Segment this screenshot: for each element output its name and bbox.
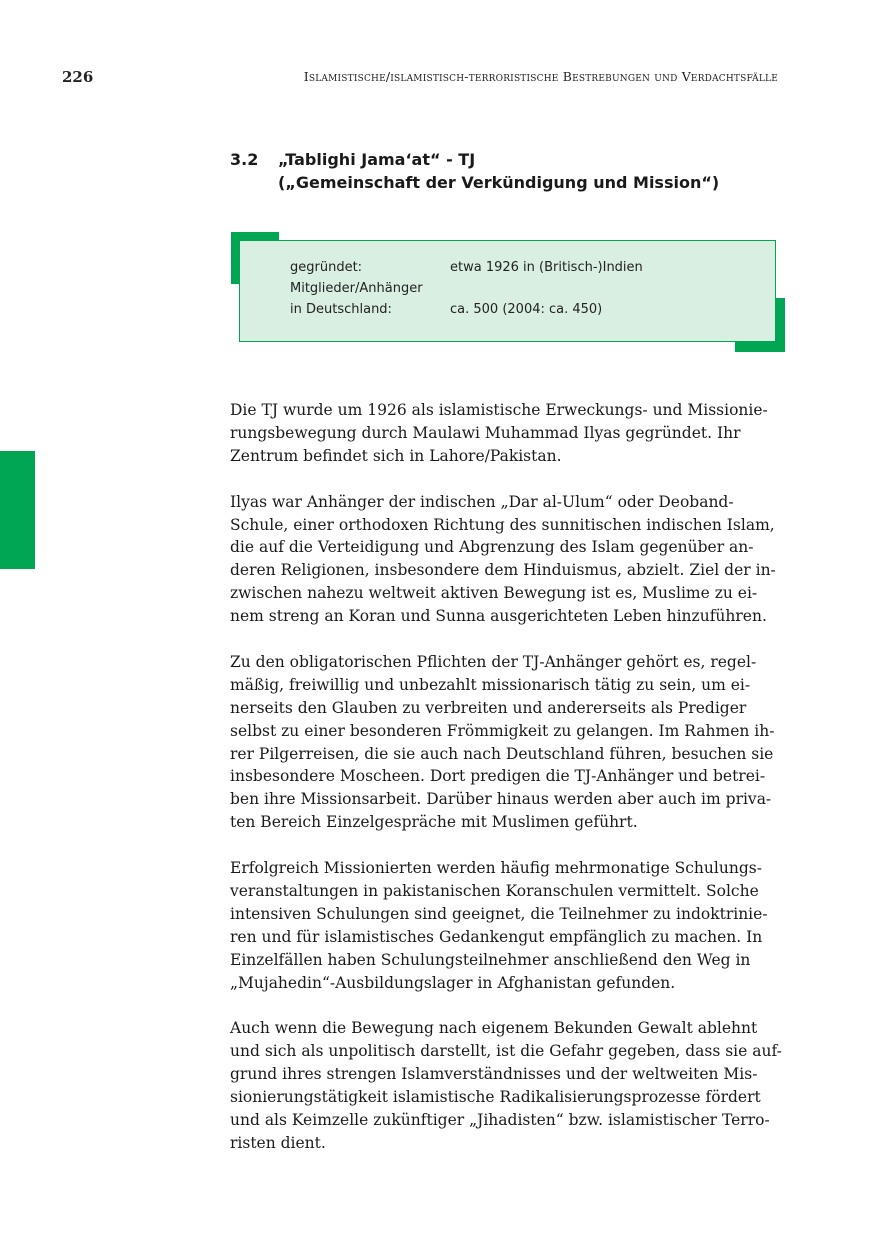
paragraph [230,491,785,628]
paragraph [230,1017,785,1154]
text-line: Zu den obligatorischen Pflichten der TJ-Anhänger gehört es, regel- [230,652,757,671]
text-line: selbst zu einer besonderen Frömmigkeit zu gelangen. Im Rahmen ih- [230,721,775,740]
text-line: Zentrum befindet sich in Lahore/Pakistan. [230,446,562,465]
section-title-line1: „Tablighi Jama‘at“ - TJ [278,150,476,169]
fact-box [239,240,776,342]
fact-label: in Deutschland: [290,302,392,317]
text-line: Ilyas war Anhänger der indischen „Dar al-Ulum“ oder Deoband- [230,492,734,511]
fact-label: gegründet: [290,260,363,275]
text-line: grund ihres strengen Islamverständnisses und der weltweiten Mis- [230,1065,758,1084]
fact-label: Mitglieder/Anhänger [290,281,423,296]
text-line: insbesondere Moscheen. Dort predigen die TJ-Anhänger und betrei- [230,767,766,786]
fact-row-members [290,302,603,317]
paragraph [230,399,785,468]
text-line: die auf die Verteidigung und Abgrenzung des Islam gegenüber an- [230,538,754,557]
text-line: deren Religionen, insbesondere dem Hinduismus, abzielt. Ziel der in- [230,561,776,580]
text-line: Erfolgreich Missionierten werden häufig mehrmonatige Schulungs- [230,859,762,878]
text-line: und als Keimzelle zukünftiger „Jihadisten“ bzw. islamistischer Terro- [230,1111,770,1130]
text-line: zwischen nahezu weltweit aktiven Bewegung ist es, Muslime zu ei- [230,584,758,603]
fact-row-founded [290,260,643,275]
fact-value: ca. 500 (2004: ca. 450) [450,302,603,317]
text-line: ten Bereich Einzelgespräche mit Muslimen geführt. [230,813,638,832]
paragraph [230,651,785,834]
chapter-side-tab [0,451,35,569]
text-line: ben ihre Missionsarbeit. Darüber hinaus werden aber auch im priva- [230,790,772,809]
text-line: risten dient. [230,1133,326,1152]
text-line: intensiven Schulungen sind geeignet, die Teilnehmer zu indoktrinie- [230,904,768,923]
text-line: Einzelfällen haben Schulungsteilnehmer anschließend den Weg in [230,950,751,969]
page-number: 226 [62,68,94,86]
section-title-line2: („Gemeinschaft der Verkündigung und Mission“) [278,173,720,192]
text-line: nem streng an Koran und Sunna ausgerichteten Leben hinzuführen. [230,607,767,626]
text-line: Schule, einer orthodoxen Richtung des sunnitischen indischen Islam, [230,515,775,534]
text-line: rungsbewegung durch Maulawi Muhammad Ilyas gegründet. Ihr [230,423,741,442]
running-header: Islamistische/islamistisch-terroristische Bestrebungen und Verdachtsfälle [303,69,778,84]
text-line: mäßig, freiwillig und unbezahlt missionarisch tätig zu sein, um ei- [230,675,751,694]
text-line: veranstaltungen in pakistanischen Koranschulen vermittelt. Solche [230,881,759,900]
text-line: und sich als unpolitisch darstellt, ist die Gefahr gegeben, dass sie auf- [230,1042,782,1061]
body-text [230,399,785,1178]
text-line: rer Pilgerreisen, die sie auch nach Deutschland führen, besuchen sie [230,744,774,763]
section-number: 3.2 [230,150,259,169]
text-line: Auch wenn die Bewegung nach eigenem Bekunden Gewalt ablehnt [230,1019,758,1038]
fact-row-members-label [290,281,423,296]
fact-value: etwa 1926 in (Britisch-)Indien [450,260,643,275]
text-line: nerseits den Glauben zu verbreiten und andererseits als Prediger [230,698,747,717]
text-line: „Mujahedin“-Ausbildungslager in Afghanistan gefunden. [230,973,676,992]
paragraph [230,857,785,994]
text-line: ren und für islamistisches Gedankengut empfänglich zu machen. In [230,927,763,946]
text-line: Die TJ wurde um 1926 als islamistische Erweckungs- und Missionie- [230,401,768,419]
text-line: sionierungstätigkeit islamistische Radikalisierungsprozesse fördert [230,1088,761,1107]
